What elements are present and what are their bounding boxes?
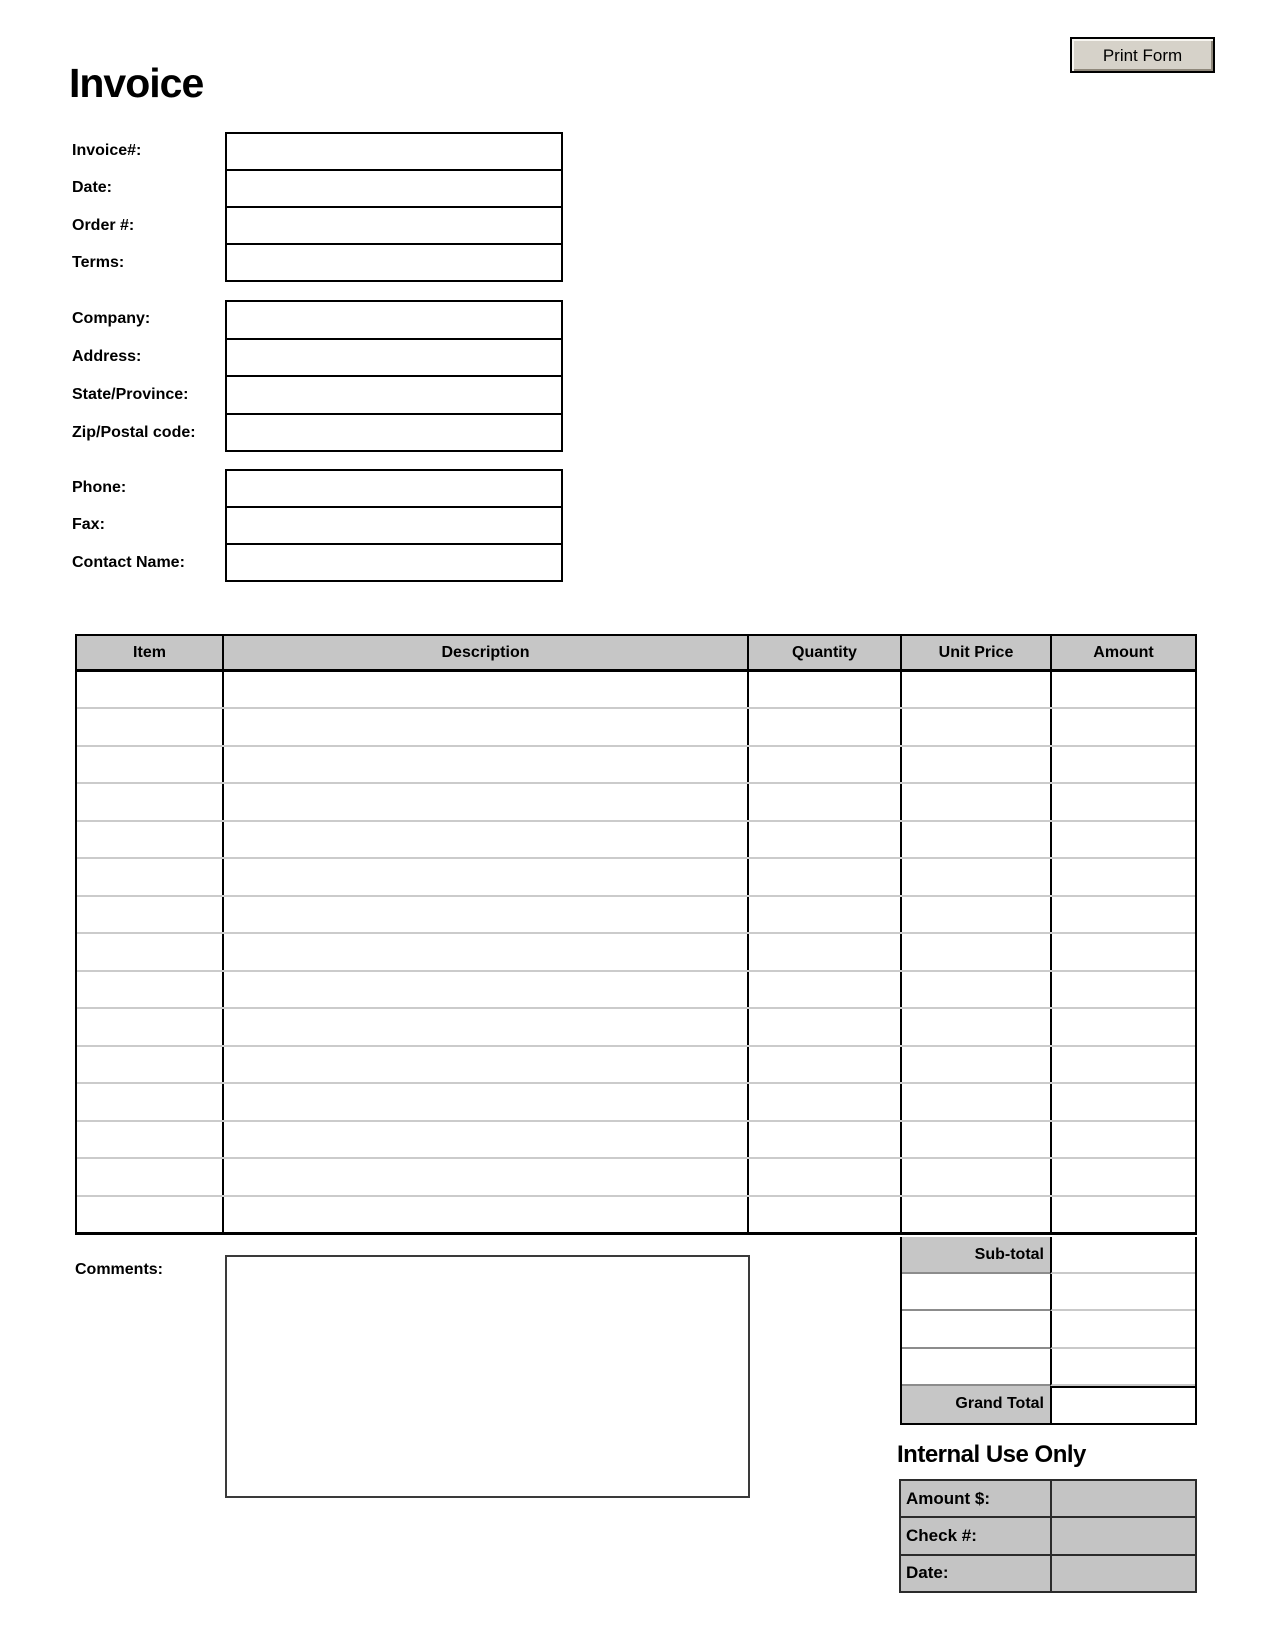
cell-quantity[interactable]: [747, 672, 900, 707]
internal-date-label: Date:: [901, 1556, 1050, 1591]
cell-amount[interactable]: [1050, 859, 1195, 894]
table-row: [77, 709, 1195, 746]
contact-name-label: Contact Name:: [72, 554, 185, 571]
cell-unit-price[interactable]: [900, 859, 1050, 894]
table-row: [77, 1197, 1195, 1232]
table-row: [77, 897, 1195, 934]
cell-item[interactable]: [77, 1047, 222, 1082]
table-row: [77, 747, 1195, 784]
totals-blank-label: [902, 1311, 1050, 1348]
cell-quantity[interactable]: [747, 934, 900, 969]
cell-description[interactable]: [222, 1084, 747, 1119]
cell-amount[interactable]: [1050, 1122, 1195, 1157]
internal-date-field[interactable]: [1050, 1556, 1195, 1591]
totals-blank-label: [902, 1349, 1050, 1386]
cell-amount[interactable]: [1050, 1084, 1195, 1119]
fax-field[interactable]: [227, 506, 561, 543]
totals-blank-value-field[interactable]: [1050, 1274, 1195, 1311]
terms-field[interactable]: [227, 243, 561, 280]
cell-amount[interactable]: [1050, 1009, 1195, 1044]
cell-description[interactable]: [222, 672, 747, 707]
internal-check-label: Check #:: [901, 1518, 1050, 1553]
cell-quantity[interactable]: [747, 709, 900, 744]
cell-item[interactable]: [77, 972, 222, 1007]
table-row: [77, 972, 1195, 1009]
subtotal-row: [902, 1237, 1195, 1274]
table-row: [77, 1159, 1195, 1196]
print-form-button[interactable]: Print Form: [1070, 37, 1215, 73]
internal-amount-label: Amount $:: [901, 1481, 1050, 1516]
cell-unit-price[interactable]: [900, 1047, 1050, 1082]
cell-description[interactable]: [222, 972, 747, 1007]
cell-description[interactable]: [222, 1009, 747, 1044]
cell-description[interactable]: [222, 1047, 747, 1082]
cell-amount[interactable]: [1050, 934, 1195, 969]
cell-unit-price[interactable]: [900, 972, 1050, 1007]
cell-item[interactable]: [77, 1122, 222, 1157]
grand-total-row: [902, 1386, 1195, 1423]
table-row: [77, 784, 1195, 821]
cell-amount[interactable]: [1050, 897, 1195, 932]
internal-use-table: [899, 1479, 1197, 1593]
invoice-info-fields: [225, 132, 563, 282]
contact-name-field[interactable]: [227, 543, 561, 580]
date-field[interactable]: [227, 169, 561, 206]
cell-quantity[interactable]: [747, 1197, 900, 1232]
fax-label: Fax:: [72, 516, 105, 533]
cell-amount[interactable]: [1050, 747, 1195, 782]
cell-item[interactable]: [77, 784, 222, 819]
terms-label: Terms:: [72, 254, 125, 271]
cell-quantity[interactable]: [747, 897, 900, 932]
cell-amount[interactable]: [1050, 822, 1195, 857]
column-header-amount: Amount: [1050, 636, 1195, 669]
cell-quantity[interactable]: [747, 1084, 900, 1119]
cell-unit-price[interactable]: [900, 747, 1050, 782]
invoice-number-field[interactable]: [227, 134, 561, 169]
address-field[interactable]: [227, 338, 561, 376]
totals-blank-row: [902, 1311, 1195, 1348]
column-header-description: Description: [222, 636, 747, 669]
table-row: [77, 1047, 1195, 1084]
date-label: Date:: [72, 179, 113, 196]
internal-amount-row: [901, 1481, 1195, 1518]
cell-item[interactable]: [77, 672, 222, 707]
cell-unit-price[interactable]: [900, 934, 1050, 969]
invoice-number-label: Invoice#:: [72, 142, 142, 159]
cell-quantity[interactable]: [747, 859, 900, 894]
subtotal-label: Sub-total: [902, 1237, 1050, 1274]
cell-amount[interactable]: [1050, 784, 1195, 819]
cell-unit-price[interactable]: [900, 1084, 1050, 1119]
totals-section: [900, 1237, 1197, 1425]
cell-unit-price[interactable]: [900, 784, 1050, 819]
table-row: [77, 1009, 1195, 1046]
cell-quantity[interactable]: [747, 822, 900, 857]
cell-quantity[interactable]: [747, 1047, 900, 1082]
cell-item[interactable]: [77, 822, 222, 857]
grand-total-value-field[interactable]: [1050, 1386, 1195, 1423]
state-province-label: State/Province:: [72, 386, 189, 403]
address-label: Address:: [72, 348, 142, 365]
cell-description[interactable]: [222, 747, 747, 782]
cell-item[interactable]: [77, 897, 222, 932]
column-header-quantity: Quantity: [747, 636, 900, 669]
cell-unit-price[interactable]: [900, 1197, 1050, 1232]
cell-unit-price[interactable]: [900, 672, 1050, 707]
totals-blank-row: [902, 1274, 1195, 1311]
cell-description[interactable]: [222, 822, 747, 857]
table-row: [77, 1084, 1195, 1121]
cell-description[interactable]: [222, 784, 747, 819]
order-number-label: Order #:: [72, 217, 135, 234]
cell-item[interactable]: [77, 747, 222, 782]
cell-description[interactable]: [222, 934, 747, 969]
cell-quantity[interactable]: [747, 972, 900, 1007]
cell-item[interactable]: [77, 1159, 222, 1194]
cell-quantity[interactable]: [747, 747, 900, 782]
contact-info-fields: [225, 469, 563, 582]
cell-quantity[interactable]: [747, 1009, 900, 1044]
phone-label: Phone:: [72, 479, 127, 496]
cell-item[interactable]: [77, 1084, 222, 1119]
cell-amount[interactable]: [1050, 672, 1195, 707]
cell-unit-price[interactable]: [900, 1009, 1050, 1044]
cell-description[interactable]: [222, 1122, 747, 1157]
cell-item[interactable]: [77, 1009, 222, 1044]
cell-item[interactable]: [77, 934, 222, 969]
comments-input[interactable]: [225, 1255, 750, 1498]
internal-use-heading: Internal Use Only: [897, 1441, 1086, 1468]
table-row: [77, 822, 1195, 859]
cell-quantity[interactable]: [747, 1122, 900, 1157]
cell-quantity[interactable]: [747, 784, 900, 819]
cell-description[interactable]: [222, 897, 747, 932]
company-field[interactable]: [227, 302, 561, 338]
totals-blank-value-field[interactable]: [1050, 1311, 1195, 1348]
totals-blank-value-field[interactable]: [1050, 1349, 1195, 1386]
cell-description[interactable]: [222, 709, 747, 744]
phone-field[interactable]: [227, 471, 561, 506]
cell-description[interactable]: [222, 1159, 747, 1194]
cell-amount[interactable]: [1050, 972, 1195, 1007]
internal-check-field[interactable]: [1050, 1518, 1195, 1553]
page-title: Invoice: [69, 60, 204, 106]
grand-total-label: Grand Total: [902, 1386, 1050, 1423]
cell-amount[interactable]: [1050, 709, 1195, 744]
cell-item[interactable]: [77, 709, 222, 744]
table-row: [77, 934, 1195, 971]
cell-amount[interactable]: [1050, 1197, 1195, 1232]
company-info-fields: [225, 300, 563, 452]
totals-blank-row: [902, 1349, 1195, 1386]
cell-description[interactable]: [222, 859, 747, 894]
subtotal-value-field[interactable]: [1050, 1237, 1195, 1274]
internal-amount-field[interactable]: [1050, 1481, 1195, 1516]
cell-unit-price[interactable]: [900, 1122, 1050, 1157]
table-row: [77, 672, 1195, 709]
items-table-body: [75, 672, 1197, 1235]
cell-item[interactable]: [77, 859, 222, 894]
cell-unit-price[interactable]: [900, 1159, 1050, 1194]
cell-unit-price[interactable]: [900, 897, 1050, 932]
order-number-field[interactable]: [227, 206, 561, 243]
comments-label: Comments:: [75, 1261, 164, 1278]
cell-amount[interactable]: [1050, 1047, 1195, 1082]
totals-blank-label: [902, 1274, 1050, 1311]
state-province-field[interactable]: [227, 375, 561, 413]
company-label: Company:: [72, 310, 151, 327]
cell-quantity[interactable]: [747, 1159, 900, 1194]
cell-item[interactable]: [77, 1197, 222, 1232]
cell-unit-price[interactable]: [900, 822, 1050, 857]
column-header-item: Item: [133, 643, 166, 661]
cell-unit-price[interactable]: [900, 709, 1050, 744]
internal-date-row: [901, 1556, 1195, 1591]
cell-amount[interactable]: [1050, 1159, 1195, 1194]
cell-description[interactable]: [222, 1197, 747, 1232]
table-row: [77, 1122, 1195, 1159]
table-row: [77, 859, 1195, 896]
zip-postal-field[interactable]: [227, 413, 561, 451]
column-header-unit-price: Unit Price: [900, 636, 1050, 669]
zip-postal-label: Zip/Postal code:: [72, 424, 196, 441]
internal-check-row: [901, 1518, 1195, 1555]
items-table-header: [75, 634, 1197, 672]
